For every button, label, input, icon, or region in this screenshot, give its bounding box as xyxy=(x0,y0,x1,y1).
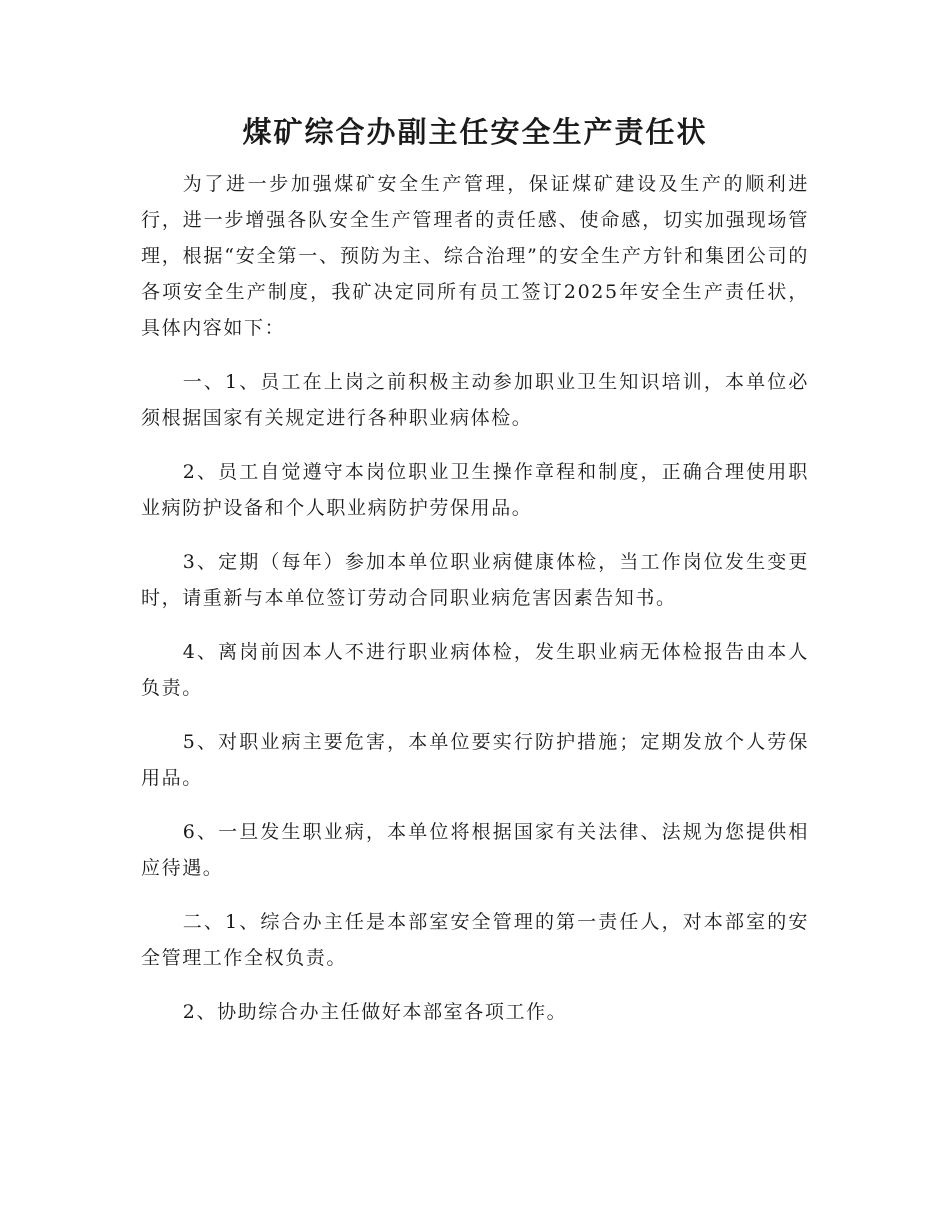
section-1-item-5: 5、对职业病主要危害，本单位要实行防护措施；定期发放个人劳保用品。 xyxy=(141,731,809,789)
intro-paragraph: 为了进一步加强煤矿安全生产管理，保证煤矿建设及生产的顺利进行，进一步增强各队安全生产管理者的责任感、使命感，切实加强现场管理，根据“安全第一、预防为主、综合治理”的安全生产方针和集团公司的各项安全生产制度，我矿决定同所有员工签订2025年安全生产责任状，具体内容如下： xyxy=(141,173,809,339)
section-2-item-2: 2、协助综合办主任做好本部室各项工作。 xyxy=(182,1001,568,1023)
section-1-item-2: 2、员工自觉遵守本岗位职业卫生操作章程和制度，正确合理使用职业病防护设备和个人职业病防护劳保用品。 xyxy=(141,461,809,519)
section-1-item-4: 4、离岗前因本人不进行职业病体检，发生职业病无体检报告由本人负责。 xyxy=(141,641,809,699)
section-1-item-1: 一、1、员工在上岗之前积极主动参加职业卫生知识培训，本单位必须根据国家有关规定进行各种职业病体检。 xyxy=(141,371,809,429)
section-1-item-3: 3、定期（每年）参加本单位职业病健康体检，当工作岗位发生变更时，请重新与本单位签订劳动合同职业病危害因素告知书。 xyxy=(141,551,809,609)
section-1-item-6: 6、一旦发生职业病，本单位将根据国家有关法律、法规为您提供相应待遇。 xyxy=(141,821,809,879)
section-2-item-1: 二、1、综合办主任是本部室安全管理的第一责任人，对本部室的安全管理工作全权负责。 xyxy=(141,911,809,969)
document-body xyxy=(141,166,809,1048)
document-title: 煤矿综合办副主任安全生产责任状 xyxy=(242,115,708,149)
